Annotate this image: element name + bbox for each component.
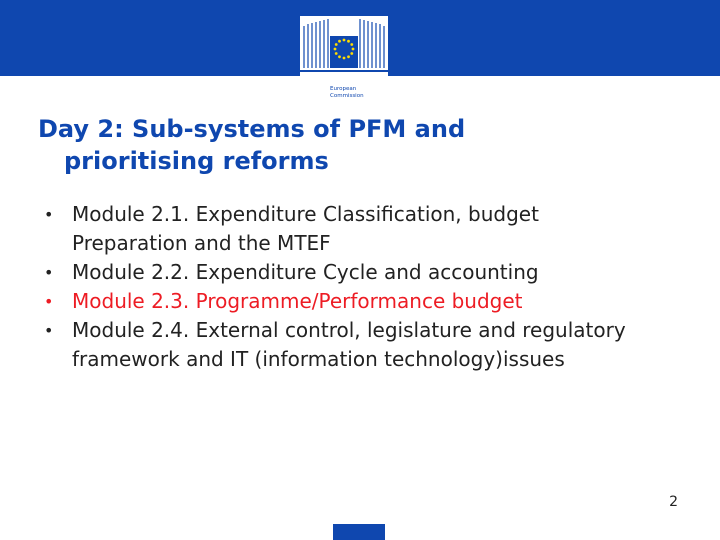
title-line-2: prioritising reforms: [64, 147, 329, 175]
slide-title: [38, 113, 598, 177]
module-2-3-text: Module 2.3. Programme/Performance budget: [72, 289, 523, 313]
module-2-4-item: [44, 316, 644, 374]
module-2-2-text: Module 2.2. Expenditure Cycle and accounting: [72, 260, 539, 284]
footer-bar: [333, 524, 385, 540]
bullet-marker: •: [44, 292, 54, 311]
module-2-1-item: [44, 200, 644, 258]
page-number: 2: [669, 494, 678, 510]
title-line-1: Day 2: Sub-systems of PFM and: [38, 115, 466, 143]
module-2-4-text: Module 2.4. External control, legislature and regulatory framework and IT (information technology)issues: [72, 318, 626, 371]
bullet-marker: •: [44, 321, 54, 340]
european-commission-logo: [300, 16, 388, 102]
bullet-marker: •: [44, 263, 54, 282]
module-list: [44, 200, 644, 374]
module-2-2-item: [44, 258, 644, 287]
berlaymont-building-icon: [300, 16, 388, 86]
bullet-marker: •: [44, 205, 54, 224]
logo-text: European Commission: [330, 86, 364, 99]
module-2-3-item: [44, 287, 644, 316]
module-2-1-text: Module 2.1. Expenditure Classification, budget Preparation and the MTEF: [72, 202, 539, 255]
